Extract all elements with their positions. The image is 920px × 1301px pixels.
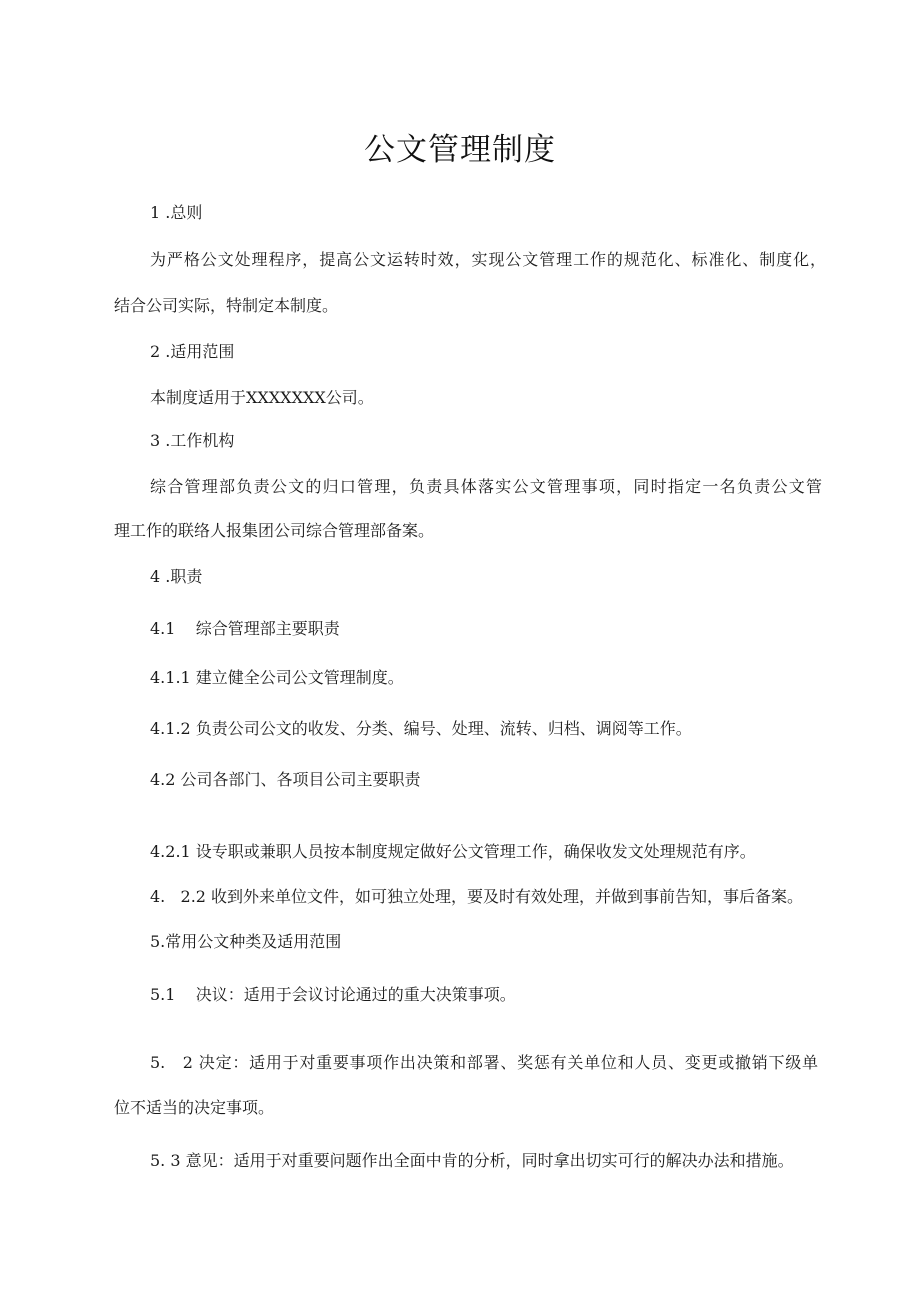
section-4-2-2: 4. 2.2 收到外来单位文件，如可独立处理，要及时有效处理，并做到事前告知，事后备案。 (150, 887, 804, 906)
section-5-1: 5.1 决议：适用于会议讨论通过的重大决策事项。 (150, 985, 516, 1004)
section-4-1-1: 4.1.1 建立健全公司公文管理制度。 (150, 668, 404, 687)
document-title: 公文管理制度 (364, 132, 556, 168)
section-4-1: 4.1 综合管理部主要职责 (150, 619, 340, 638)
paragraph-1-line-2: 结合公司实际，特制定本制度。 (114, 296, 339, 315)
heading-3-organization: 3 .工作机构 (150, 431, 235, 450)
paragraph-2-line-1: 本制度适用于XXXXXXX公司。 (150, 388, 374, 407)
heading-5-document-types: 5.常用公文种类及适用范围 (150, 932, 342, 951)
section-4-2: 4.2 公司各部门、各项目公司主要职责 (150, 770, 421, 789)
section-5-2-line-1: 5. 2 决定：适用于对重要事项作出决策和部署、奖惩有关单位和人员、变更或撤销下级单 (150, 1053, 818, 1072)
section-5-3: 5. 3 意见：适用于对重要问题作出全面中肯的分析，同时拿出切实可行的解决办法和措施。 (150, 1151, 794, 1170)
heading-1-general: 1 .总则 (150, 203, 203, 222)
section-4-1-2: 4.1.2 负责公司公文的收发、分类、编号、处理、流转、归档、调阅等工作。 (150, 719, 692, 738)
heading-4-duties: 4 .职责 (150, 567, 203, 586)
section-4-2-1: 4.2.1 设专职或兼职人员按本制度规定做好公文管理工作，确保收发文处理规范有序。 (150, 842, 756, 861)
paragraph-1-line-1: 为严格公文处理程序，提高公文运转时效，实现公文管理工作的规范化、标准化、制度化， (150, 250, 826, 269)
paragraph-3-line-2: 理工作的联络人报集团公司综合管理部备案。 (114, 521, 435, 540)
heading-2-scope: 2 .适用范围 (150, 342, 235, 361)
paragraph-3-line-1: 综合管理部负责公文的归口管理，负责具体落实公文管理事项，同时指定一名负责公文管 (150, 477, 822, 496)
section-5-2-line-2: 位不适当的决定事项。 (114, 1098, 275, 1117)
